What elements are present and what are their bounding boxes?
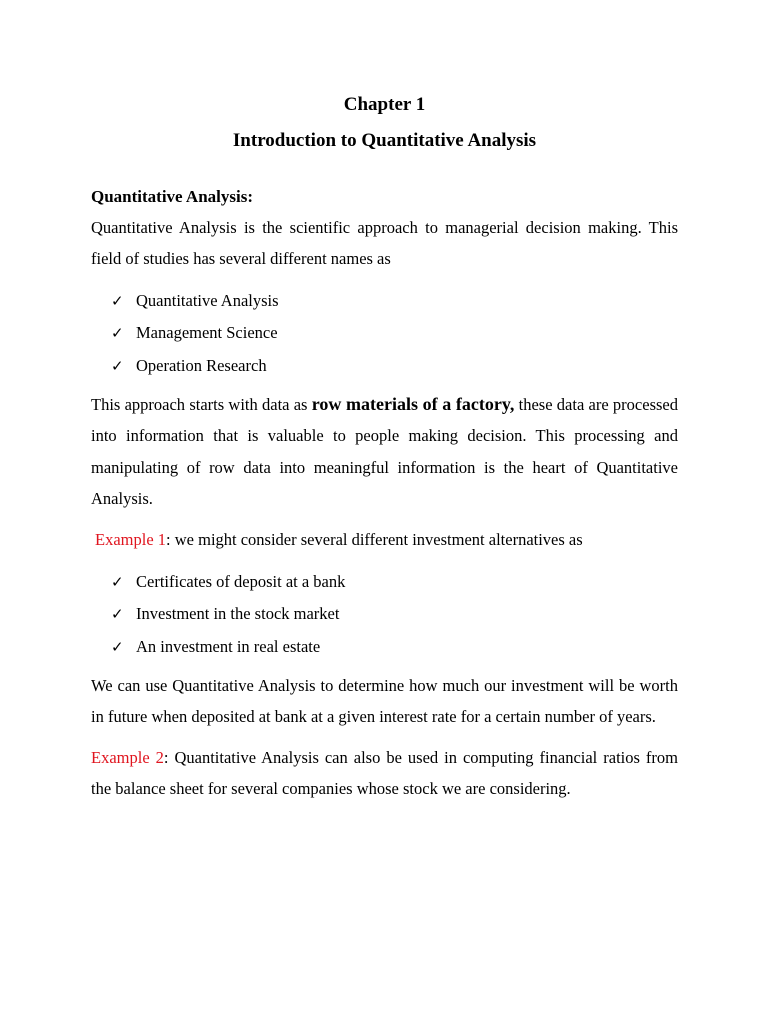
approach-text-before: This approach starts with data as <box>91 395 312 415</box>
checkmark-icon: ✓ <box>111 324 124 343</box>
future-paragraph: We can use Quantitative Analysis to determine how much our investment will be worth in future when deposited at bank at a given interest rate for a certain number of years. <box>91 676 678 727</box>
list-item-text: Operation Research <box>136 355 267 375</box>
list-item <box>111 631 678 664</box>
example-1-text: : we might consider several different investment alternatives as <box>166 530 583 550</box>
approach-emphasis: row materials of a factory, <box>311 394 515 415</box>
approach-text-after: these data are processed into information that is valuable to people making decision. This processing and manipulating of row data into meaningful information is the heart of Quantitative Analysis. <box>91 395 678 508</box>
example-1-label: Example 1 <box>95 530 167 550</box>
checkmark-icon: ✓ <box>111 605 124 624</box>
names-list <box>111 285 678 383</box>
checkmark-icon: ✓ <box>111 291 124 310</box>
checkmark-icon: ✓ <box>111 637 124 656</box>
list-item-text: Quantitative Analysis <box>136 290 279 310</box>
intro-paragraph: Quantitative Analysis is the scientific approach to managerial decision making. This field of studies has several different names as <box>91 218 678 269</box>
investment-list <box>111 566 678 664</box>
list-item-text: An investment in real estate <box>136 636 321 656</box>
chapter-title: Introduction to Quantitative Analysis <box>232 130 537 151</box>
example-1-paragraph <box>91 524 678 555</box>
list-item <box>111 285 678 318</box>
list-item-text: Management Science <box>136 323 278 343</box>
list-item <box>111 317 678 350</box>
list-item <box>111 566 678 599</box>
example-2-text: : Quantitative Analysis can also be used in computing financial ratios from the balance sheet for several companies whose stock we are considering. <box>91 747 678 798</box>
checkmark-icon: ✓ <box>111 356 124 375</box>
list-item <box>111 598 678 631</box>
approach-paragraph <box>91 389 678 514</box>
chapter-heading: Chapter 1 <box>343 94 426 115</box>
example-2-paragraph <box>91 742 678 805</box>
list-item-text: Investment in the stock market <box>136 604 340 624</box>
checkmark-icon: ✓ <box>111 572 124 591</box>
example-2-label: Example 2 <box>91 747 164 767</box>
list-item <box>111 350 678 383</box>
section-heading: Quantitative Analysis: <box>91 187 253 206</box>
list-item-text: Certificates of deposit at a bank <box>136 571 346 591</box>
